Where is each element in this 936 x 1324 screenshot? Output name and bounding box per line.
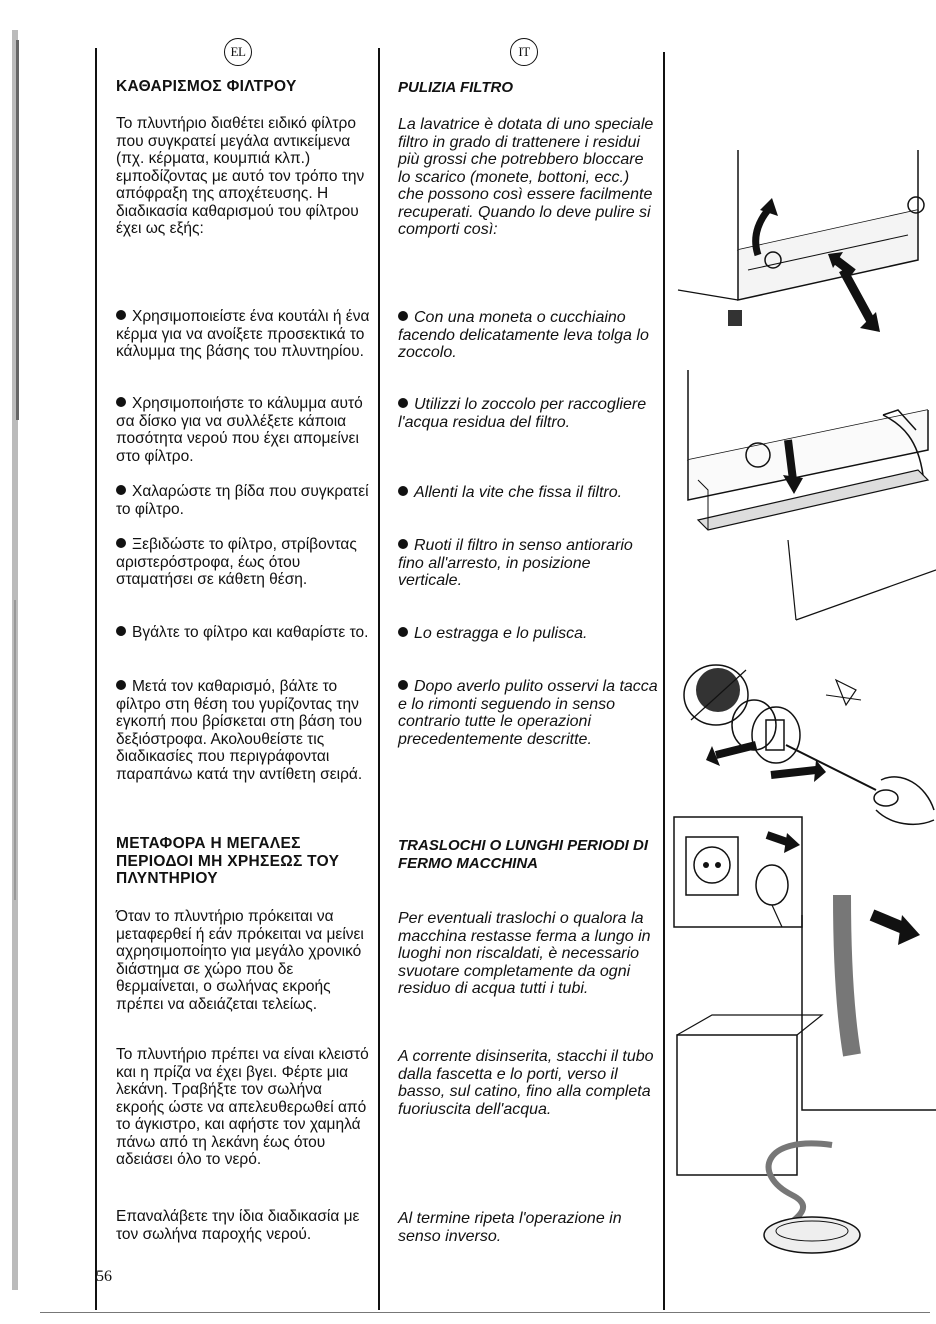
illustration-plinth-tray — [668, 370, 936, 640]
bullet-icon — [116, 485, 126, 495]
bullet-icon — [116, 626, 126, 636]
bullet-icon — [116, 397, 126, 407]
italian-step-5 — [398, 625, 658, 643]
bullet-icon — [398, 486, 408, 496]
italian-step-text: Ruoti il filtro in senso antiorario fino all'arresto, in posizione verticale. — [398, 537, 633, 589]
italian-step-text: Allenti la vite che fissa il filtro. — [414, 484, 623, 501]
italian-step-2 — [398, 396, 658, 431]
greek-step-3 — [116, 483, 374, 518]
greek-intro-paragraph: Το πλυντήριο διαθέτει ειδικό φίλτρο που συγκρατεί μεγάλα αντικείμενα (πχ. κέρματα, κουμπιά κλπ.) εμποδίζοντας με αυτό τον τρόπο την απόφραξη της αποχέτευσης. Η διαδικασία καθαρισμού του φίλτρου έχει ως εξής: — [116, 115, 365, 237]
page-number: 56 — [96, 1268, 112, 1285]
bullet-icon — [398, 398, 408, 408]
italian-paragraph-3: Al termine ripeta l'operazione in senso inverso. — [398, 1210, 622, 1245]
column-separator-right — [663, 52, 665, 1310]
italian-step-text: Lo estragga e lo pulisca. — [414, 625, 588, 642]
greek-language-badge: EL — [224, 38, 252, 66]
illustration-drain-hose — [672, 815, 936, 1270]
bullet-icon — [398, 311, 408, 321]
italian-step-4 — [398, 537, 658, 590]
italian-intro-paragraph: La lavatrice è dotata di uno speciale filtro in grado di trattenere i residui più grossi che potrebbero bloccare lo scarico (monete, bottoni, ecc.) che possono così essere facilmente recuperati. Quando lo deve pulire si comporti così: — [398, 116, 654, 238]
italian-section-title-2: TRASLOCHI O LUNGHI PERIODI DI FERMO MACCHINA — [398, 837, 649, 872]
greek-step-5 — [116, 624, 374, 642]
italian-paragraph-1: Per eventuali traslochi o qualora la macchina restasse ferma a lungo in luoghi non riscaldati, è necessario svuotare completamente da ogni residuo di acqua tutti i tubi. — [398, 910, 651, 997]
italian-step-text: Dopo averlo pulito osservi la tacca e lo rimonti seguendo in senso contrario tutte le operazioni precedentemente descritte. — [398, 678, 658, 748]
bullet-icon — [398, 627, 408, 637]
greek-step-text: Μετά τον καθαρισμό, βάλτε το φίλτρο στη θέση του γυρίζοντας την εγκοπή που βρίσκεται στη βάση του δεξιόστροφα. Ακολουθείστε τις διαδικασίες που περιγράφονται παραπάνω κατά την αντίθετη σειρά. — [116, 678, 363, 783]
bullet-icon — [116, 680, 126, 690]
greek-step-1 — [116, 308, 374, 361]
italian-paragraph-2: A corrente disinserita, stacchi il tubo dalla fascetta e lo porti, verso il basso, sul catino, fino alla completa fuoriuscita dell'acqua. — [398, 1048, 654, 1118]
greek-step-text: Βγάλτε το φίλτρο και καθαρίστε το. — [132, 624, 369, 641]
greek-step-text: Χαλαρώστε τη βίδα που συγκρατεί το φίλτρο. — [116, 483, 369, 518]
greek-section-title-2: ΜΕΤΑΦΟΡΑ Η ΜΕΓΑΛΕΣ ΠΕΡΙΟΔΟΙ ΜΗ ΧΡΗΣΕΩΣ ΤΟΥ ΠΛΥΝΤΗΡΙΟΥ — [116, 835, 340, 887]
bullet-icon — [398, 680, 408, 690]
italian-step-6 — [398, 678, 658, 748]
illustration-remove-plinth — [668, 150, 936, 350]
bullet-icon — [398, 539, 408, 549]
greek-step-text: Χρησιμοποιήστε το κάλυμμα αυτό σα δίσκο για να συλλέξετε κάποια ποσότητα νερού που έχει απομείνει στο φίλτρο. — [116, 395, 363, 465]
greek-step-4 — [116, 536, 374, 589]
greek-step-text: Χρησιμοποιείστε ένα κουτάλι ή ένα κέρμα για να ανοίξετε προσεκτικά το κάλυμμα της βάσης του πλυντηρίου. — [116, 308, 370, 360]
italian-step-text: Utilizzi lo zoccolo per raccogliere l'acqua residua del filtro. — [398, 396, 647, 431]
page-edge-shadow — [0, 0, 30, 1324]
greek-paragraph-2: Το πλυντήριο πρέπει να είναι κλειστό και η πρίζα να έχει βγει. Φέρτε μια λεκάνη. Τραβήξτε τον σωλήνα εκροής ώστε να απελευθερωθεί από το άγκιστρο, και αφήστε τον χαμηλά πάνω από τη λεκάνη έως ότου αδειάσει όλο το νερό. — [116, 1046, 369, 1168]
italian-step-3 — [398, 484, 658, 502]
bullet-icon — [116, 310, 126, 320]
italian-step-1 — [398, 309, 658, 362]
greek-step-text: Ξεβιδώστε το φίλτρο, στρίβοντας αριστερόστροφα, έως ότου σταματήσει σε κάθετη θέση. — [116, 536, 357, 588]
column-separator-left — [95, 48, 97, 1310]
italian-section-title: PULIZIA FILTRO — [398, 79, 513, 96]
greek-step-6 — [116, 678, 374, 783]
column-separator-middle — [378, 48, 380, 1310]
greek-paragraph-1: Όταν το πλυντήριο πρόκειται να μεταφερθεί ή εάν πρόκειται να μείνει αχρησιμοποίητο για μεγάλο χρονικό διάστημα σε χώρο που δε θερμαίνεται, ο σωλήνας εκροής πρέπει να αδειάζεται τελείως. — [116, 908, 364, 1013]
italian-language-badge: IT — [510, 38, 538, 66]
italian-step-text: Con una moneta o cucchiaino facendo delicatamente leva tolga lo zoccolo. — [398, 309, 649, 361]
greek-paragraph-3: Επαναλάβετε την ίδια διαδικασία με τον σωλήνα παροχής νερού. — [116, 1208, 360, 1243]
bottom-rule — [40, 1312, 930, 1313]
greek-section-title: ΚΑΘΑΡΙΣΜΟΣ ΦΙΛΤΡΟΥ — [116, 78, 297, 95]
greek-step-2 — [116, 395, 374, 465]
illustration-filter-removal — [676, 650, 936, 840]
bullet-icon — [116, 538, 126, 548]
